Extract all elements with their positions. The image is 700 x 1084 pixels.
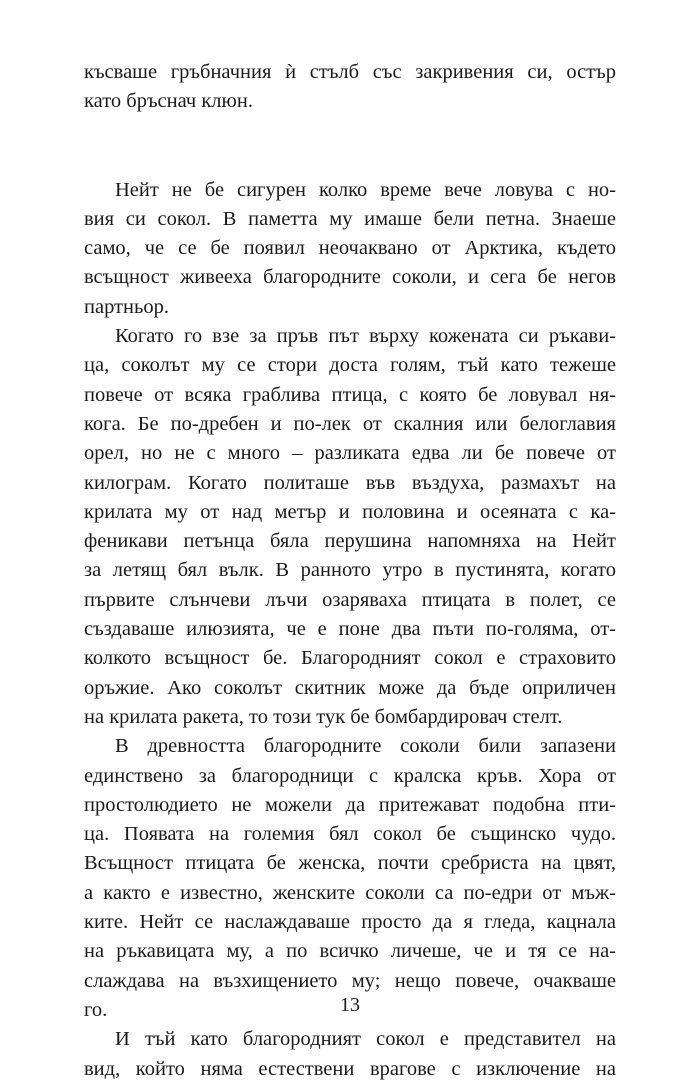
text-line: късваше гръбначния ѝ стълб със закривения си, остър xyxy=(84,61,616,83)
text-line: повече от всяка граблива птица, с която бе ловувал ня- xyxy=(84,383,616,406)
paragraph xyxy=(84,176,616,322)
text-line: на крилата ракета, то този тук бе бомбардировач стелт. xyxy=(84,705,563,728)
page-number: 13 xyxy=(340,994,360,1016)
text-line: партньор. xyxy=(84,295,169,318)
text-line: вия си сокол. В паметта му имаше бели петна. Знаеше xyxy=(84,207,616,230)
text-line: орел, но не с много – разликата едва ли бе повече от xyxy=(84,442,616,465)
text-line: първите слънчеви лъчи озаряваха птицата в полет, се xyxy=(84,588,616,611)
text-line: на ръкавицата му, а по всичко личеше, че и тя се на- xyxy=(84,940,616,963)
text-line: вид, който няма естествени врагове с изключение на xyxy=(84,1057,616,1080)
text-line: ца. Появата на големия бял сокол бе същинско чудо. xyxy=(84,823,616,846)
text-line: слаждава на възхищението му; нещо повече, очакваше xyxy=(84,969,616,992)
text-line: единствено за благородници с кралска кръв. Хора от xyxy=(84,764,616,787)
paragraph xyxy=(84,732,616,1025)
text-line: ките. Нейт се наслаждаваше просто да я гледа, кацнала xyxy=(84,911,616,934)
text-line: Всъщност птицата бе женска, почти сребриста на цвят, xyxy=(84,852,616,875)
text-line: а както е известно, женските соколи са по-едри от мъж- xyxy=(84,881,616,904)
text-line: Когато го взе за пръв път върху кожената си ръкави- xyxy=(115,325,616,348)
text-line: В древността благородните соколи били запазени xyxy=(115,735,616,758)
text-line: всъщност живееха благородните соколи, и сега бе негов xyxy=(84,266,616,289)
body-text xyxy=(84,58,616,1084)
paragraph xyxy=(84,58,616,117)
text-line: само, че се бе появил неочаквано от Арктика, където xyxy=(84,237,616,260)
text-line: за летящ бял вълк. В ранното утро в пустинята, когато xyxy=(84,559,616,582)
text-line: И тъй като благородният сокол е представител на xyxy=(115,1028,616,1051)
text-line: феникави петънца бяла перушина напомняха на Нейт xyxy=(84,530,616,553)
text-line: кога. Бе по-дребен и по-лек от скалния или белоглавия xyxy=(84,412,616,435)
text-line: колкото всъщност бе. Благородният сокол е страховито xyxy=(84,647,616,670)
text-line: оръжие. Ако соколът скитник може да бъде оприличен xyxy=(84,676,616,699)
text-line: килограм. Когато политаше във въздуха, размахът на xyxy=(84,471,616,494)
text-line: го. xyxy=(84,998,108,1021)
text-line: крилата му от над метър и половина и осеяната с ка- xyxy=(84,500,616,523)
text-line: като бръснач клюн. xyxy=(84,90,253,113)
text-line: създаваше илюзията, че е поне два пъти по-голяма, от- xyxy=(84,618,616,641)
text-line: ца, соколът му се стори доста голям, тъй като тежеше xyxy=(84,354,616,377)
paragraph xyxy=(84,1025,616,1084)
section-break xyxy=(84,117,616,176)
text-line: Нейт не бе сигурен колко време вече ловува с но- xyxy=(115,178,616,201)
book-page xyxy=(84,58,616,1080)
text-line: простолюдието не можели да притежават подобна пти- xyxy=(84,793,616,816)
paragraph xyxy=(84,322,616,732)
